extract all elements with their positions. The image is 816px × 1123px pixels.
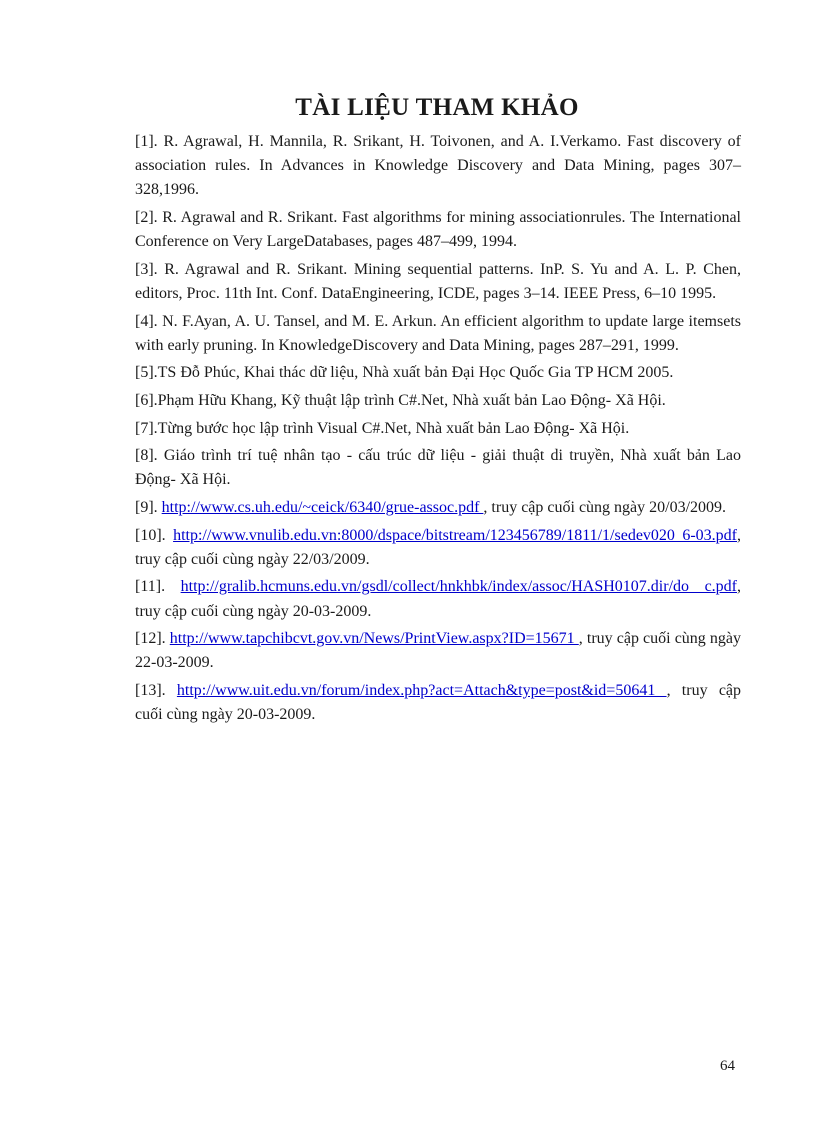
reference-link[interactable]: http://www.tapchibcvt.gov.vn/News/PrintView.aspx?ID=15671 xyxy=(169,630,579,648)
reference-link[interactable]: http://www.uit.edu.vn/forum/index.php?act=Attach&type=post&id=50641 xyxy=(176,681,667,699)
reference-item: [3]. R. Agrawal and R. Srikant. Mining sequential patterns. InP. S. Yu and A. L. P. Chen, editors, Proc. 11th Int. Conf. DataEngineering, ICDE, pages 3–14. IEEE Press, 6–10 1995. xyxy=(135,260,741,302)
reference-item xyxy=(135,524,741,572)
reference-list xyxy=(135,130,741,731)
reference-number: [10]. xyxy=(135,526,174,544)
reference-item: [5].TS Đỗ Phúc, Khai thác dữ liệu, Nhà xuất bản Đại Học Quốc Gia TP HCM 2005. xyxy=(135,364,674,382)
reference-number: [12]. xyxy=(135,630,170,648)
reference-item: [7].Từng bước học lập trình Visual C#.Net, Nhà xuất bản Lao Động- Xã Hội. xyxy=(135,419,630,437)
reference-item: [8]. Giáo trình trí tuệ nhân tạo - cấu trúc dữ liệu - giải thuật di truyền, Nhà xuất bản Lao Động- Xã Hội. xyxy=(135,447,741,489)
page-title: TÀI LIỆU THAM KHẢO xyxy=(295,94,579,121)
reference-item: [1]. R. Agrawal, H. Mannila, R. Srikant, H. Toivonen, and A. I.Verkamo. Fast discovery of association rules. In Advances in Knowledge Discovery and Data Mining, pages 307–328,1996. xyxy=(135,133,741,199)
reference-item xyxy=(135,575,741,623)
reference-access-note: , truy cập cuối cùng ngày 20/03/2009. xyxy=(483,498,727,516)
reference-link[interactable]: http://gralib.hcmuns.edu.vn/gsdl/collect/hnkhbk/index/assoc/HASH0107.dir/do c.pdf xyxy=(180,578,737,596)
reference-access-note: , truy cập cuối cùng ngày 22-03-2009. xyxy=(135,630,742,672)
reference-link[interactable]: http://www.cs.uh.edu/~ceick/6340/grue-assoc.pdf xyxy=(161,498,484,516)
page-number: 64 xyxy=(720,1058,735,1074)
reference-link[interactable]: http://www.vnulib.edu.vn:8000/dspace/bitstream/123456789/1811/1/sedev020 6-03.pdf xyxy=(173,526,737,544)
reference-item xyxy=(135,496,741,520)
reference-number: [13]. xyxy=(135,681,177,699)
reference-item: [6].Phạm Hữu Khang, Kỹ thuật lập trình C#.Net, Nhà xuất bản Lao Động- Xã Hội. xyxy=(135,391,666,409)
reference-number: [9]. xyxy=(135,498,162,516)
reference-access-note: , truy cập cuối cùng ngày 20-03-2009. xyxy=(135,681,742,724)
reference-item xyxy=(135,679,741,727)
reference-item xyxy=(135,627,741,675)
reference-item: [2]. R. Agrawal and R. Srikant. Fast algorithms for mining associationrules. The International Conference on Very LargeDatabases, pages 487–499, 1994. xyxy=(135,209,741,251)
reference-access-note: , truy cập cuối cùng ngày 22/03/2009. xyxy=(135,526,741,568)
reference-item: [4]. N. F.Ayan, A. U. Tansel, and M. E. Arkun. An efficient algorithm to update large itemsets with early pruning. In KnowledgeDiscovery and Data Mining, pages 287–291, 1999. xyxy=(135,312,741,354)
reference-number: [11]. xyxy=(135,578,181,596)
reference-access-note: , truy cập cuối cùng ngày 20-03-2009. xyxy=(135,578,741,620)
